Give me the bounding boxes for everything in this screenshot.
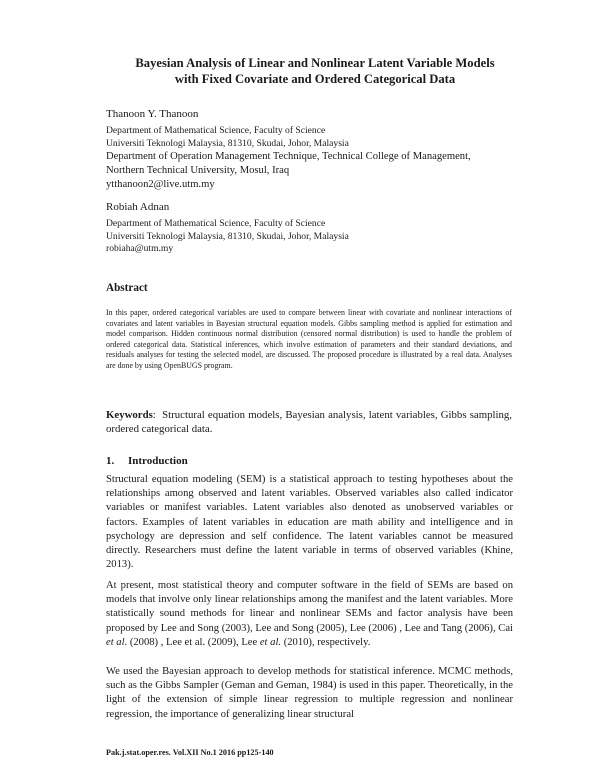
author-2-email: robiaha@utm.my [106,243,174,254]
paper-title [95,55,535,87]
abstract-heading: Abstract [106,282,148,294]
keywords-separator: : [152,409,156,421]
section-1-heading [106,455,188,467]
title-line-2: with Fixed Covariate and Ordered Categorical Data [174,72,456,86]
author-1-affiliation-2: Universiti Teknologi Malaysia, 81310, Skudai, Johor, Malaysia [106,137,349,149]
intro-paragraph-3: We used the Bayesian approach to develop methods for statistical inference. MCMC methods, such as the Gibbs Sampler (Geman and Geman, 1984) is used in this paper. Theoretically, in the light of the extension of simple linear regression to multiple regression and nonlinear regression, the importance of generalizing linear structural [106,666,513,720]
author-1-block [106,108,526,192]
author-2-affiliation-2: Universiti Teknologi Malaysia, 81310, Skudai, Johor, Malaysia [106,230,349,242]
intro-paragraph-2-part-b: . (2008) , Lee et al. (2009), Lee [124,636,260,648]
author-1-affiliation-3: Department of Operation Management Technique, Technical College of Management, [106,151,471,162]
keywords [106,408,512,436]
author-1-name: Thanoon Y. Thanoon [106,108,199,120]
author-2-name: Robiah Adnan [106,201,170,213]
journal-footer: Pak.j.stat.oper.res. Vol.XII No.1 2016 pp125-140 [106,748,274,757]
keywords-text: Structural equation models, Bayesian analysis, latent variables, Gibbs sampling, ordered categorical data. [106,409,512,436]
author-2-affiliation-1: Department of Mathematical Science, Faculty of Science [106,218,326,229]
author-1-affiliation-1: Department of Mathematical Science, Faculty of Science [106,125,326,136]
section-1-title: Introduction [128,455,188,467]
intro-paragraph-2 [106,579,513,650]
intro-paragraph-2-part-c: (2010), respectively. [281,636,371,648]
intro-paragraph-1: Structural equation modeling (SEM) is a statistical approach to testing hypotheses about the relationships among observed and latent variables. Observed variables also called indicator variables or manifest variables. Latent variables also denoted as unobserved variables or factors. Examples of latent variables in education are math ability and intelligence and in psychology are depression and self confidence. The latent variables cannot be measured directly. Researchers must define the latent variable in terms of observed variables (Khine, 2013). [106,474,513,571]
abstract-text: In this paper, ordered categorical variables are used to compare between linear with covariate and nonlinear interactions of covariates and latent variables in Bayesian structural equation models. Gibbs sampling method is applied for estimation and model comparison. Hidden continuous normal distribution (censored normal distribution) is used to handle the problem of ordered categorical data. Statistical inferences, which involve estimation of parameters and their standard deviations, and residuals analyses for testing the selected model, are discussed. The proposed procedure is illustrated by a real data. Analyses are done by using OpenBUGS program. [106,308,512,370]
author-1-email: ytthanoon2@live.utm.my [106,179,215,190]
intro-paragraph-2-part-a: At present, most statistical theory and computer software in the field of SEMs are based on models that involve only linear relationships among the manifest and the latent variables. More statistically sound methods for linear and nonlinear SEMs and factor analysis have been proposed by Lee and Song (2003), Lee and Song (2005), Lee (2006) , Lee and Tang (2006), Cai [106,580,513,634]
author-2-block [106,201,526,256]
section-1-number: 1. [106,455,115,467]
title-line-1: Bayesian Analysis of Linear and Nonlinear Latent Variable Models [135,56,495,70]
citation-et-al-2: et al. [259,636,282,648]
author-1-affiliation-4: Northern Technical University, Mosul, Iraq [106,165,290,176]
citation-et-al-1: et al [106,636,125,648]
keywords-label: Keywords [106,409,153,421]
